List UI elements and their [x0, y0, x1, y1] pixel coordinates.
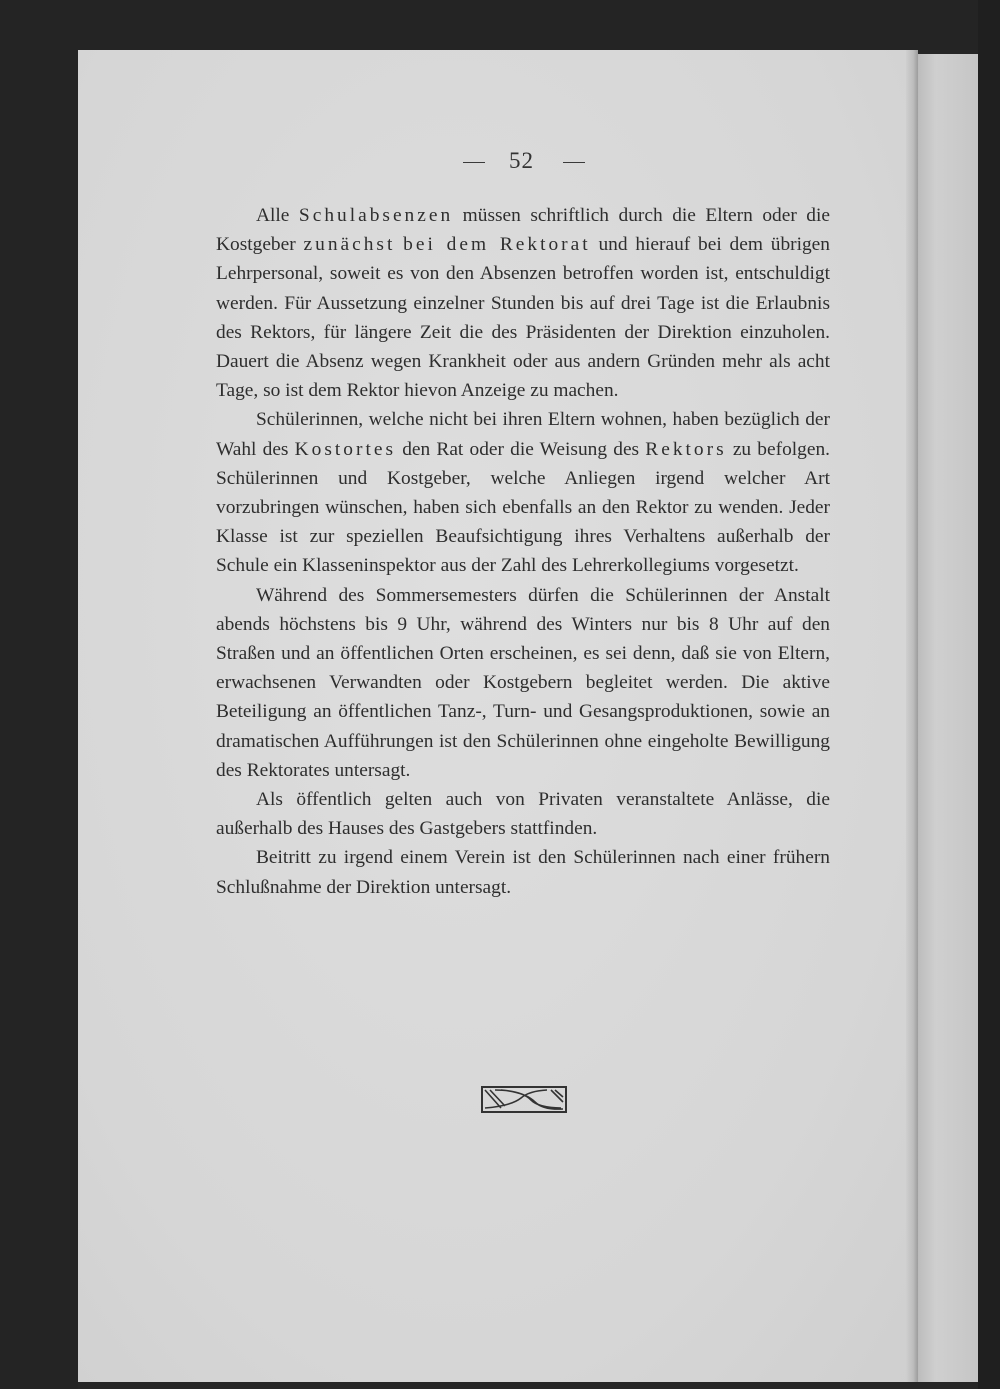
- scan-top-border: [0, 0, 1000, 50]
- decorative-vignette-icon: [481, 1086, 567, 1113]
- page-fold-edge: [906, 50, 918, 1382]
- emphasized-text: Kostortes: [294, 438, 396, 460]
- paragraph: [216, 581, 830, 785]
- scan-left-border: [0, 0, 78, 1389]
- text-run: zu befolgen. Schülerinnen und Kostgeber, welche Anliegen irgend welcher Art vorzubringen wünschen, haben sich ebenfalls an den Rektor zu wenden. Jeder Klasse ist zur speziellen Beaufsichtigung ihres Verhaltens außerhalb der Schule ein Klasseninspektor aus der Zahl des Lehrerkollegiums vorgesetzt.: [216, 438, 830, 577]
- next-page-strip: [918, 54, 978, 1382]
- emphasized-text: Schulabsenzen: [298, 205, 454, 226]
- scan-right-border: [978, 0, 1000, 1389]
- emphasized-text: Rektors: [645, 438, 727, 460]
- paragraph: [216, 785, 830, 843]
- page-number: 52: [509, 148, 534, 173]
- text-run: den Rat oder die Weisung des: [396, 438, 646, 460]
- text-run: müssen schriftlich durch die Eltern oder die Kostgeber: [216, 205, 830, 256]
- header-dash-right: [563, 162, 585, 163]
- paragraph: [216, 405, 830, 580]
- text-run: Alle: [256, 205, 299, 226]
- text-run: Während des Sommersemesters dürfen die Schülerinnen der Anstalt abends höchstens bis 9 Uhr, während des Winters nur bis 8 Uhr auf den Straßen und an öffentlichen Orten erscheinen, es sei denn, daß sie von Eltern, erwachsenen Verwandten oder Kostgebern begleitet werden. Die aktive Beteiligung an öffentlichen Tanz-, Turn- und Gesangsproduktionen, sowie an dramatischen Aufführungen ist den Schülerinnen ohne eingeholte Bewilligung des Rektorates untersagt.: [216, 584, 830, 781]
- body-text: [216, 201, 830, 902]
- text-run: Schülerinnen, welche nicht bei ihren Eltern wohnen, haben bezüglich der Wahl des: [216, 409, 830, 460]
- paragraph: [216, 201, 830, 405]
- emphasized-text: bei dem Rektorat: [403, 234, 591, 256]
- text-run: [395, 234, 403, 255]
- text-run: Beitritt zu irgend einem Verein ist den Schülerinnen nach einer frühern Schlußnahme der Direktion untersagt.: [216, 847, 830, 898]
- emphasized-text: zunächst: [303, 234, 396, 256]
- header-dash-left: [463, 162, 485, 163]
- text-run: und hierauf bei dem übrigen Lehrpersonal, soweit es von den Absenzen betroffen worden ist, entschuldigt werden. Für Aussetzung einzelner Stunden bis auf drei Tage ist die Erlaubnis des Rektors, für längere Zeit die des Präsidenten der Direktion einzuholen. Dauert die Absenz wegen Krankheit oder aus andern Gründen mehr als acht Tage, so ist dem Rektor hievon Anzeige zu machen.: [216, 234, 830, 402]
- text-run: Als öffentlich gelten auch von Privaten veranstaltete Anlässe, die außerhalb des Hauses des Gastgebers stattfinden.: [216, 789, 830, 840]
- paragraph: [216, 843, 830, 901]
